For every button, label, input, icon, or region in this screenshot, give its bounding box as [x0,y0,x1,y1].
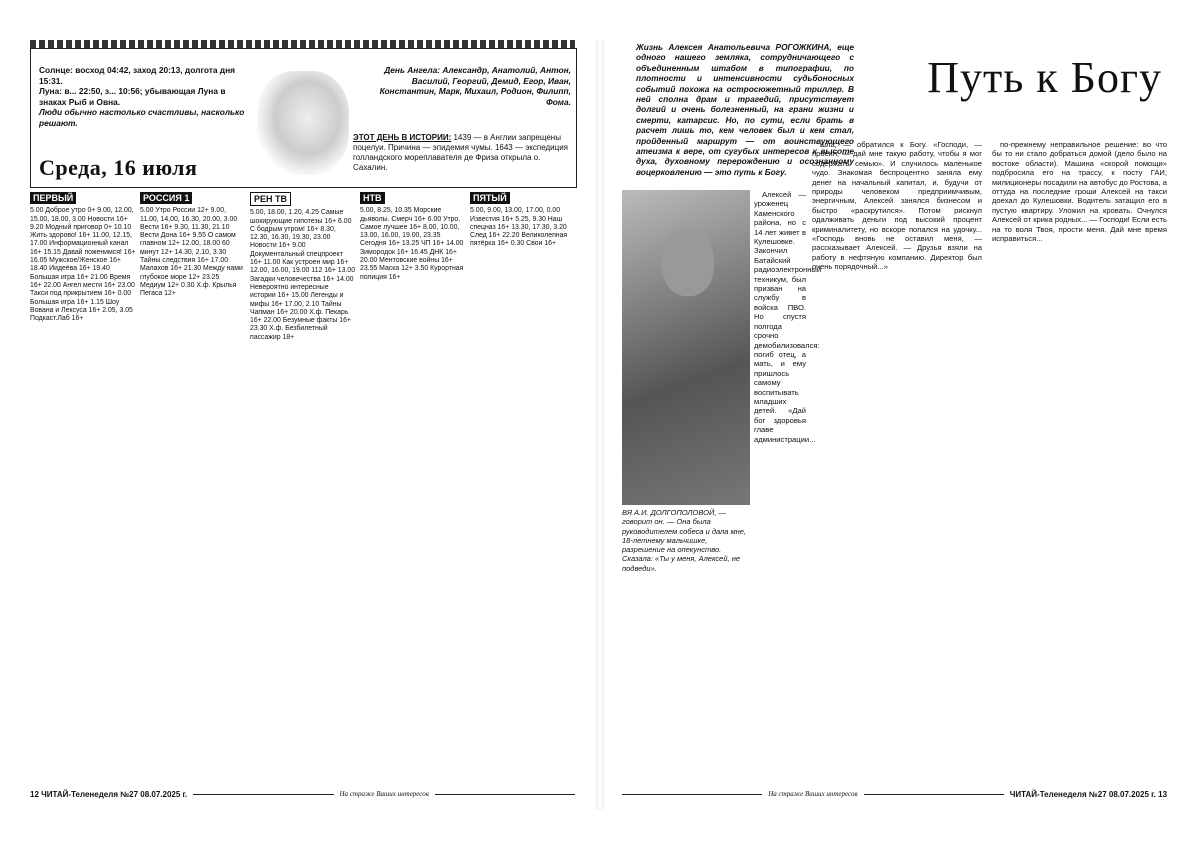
tv-column [470,190,576,785]
page-footer [622,788,1167,800]
footer-rule [435,794,575,795]
channel-logo: ПЕРВЫЙ [30,192,76,204]
article-column [754,190,822,540]
left-page [30,40,580,800]
portrait-photo [622,190,750,505]
photo-caption: ВЯ А.И. ДОЛГОПОЛОВОЙ, — говорит он. — Она была руководителем собеса и дала мне, 18-летнему мальчишке, разрешение на опекунство. Сказала: «Ты у меня, Алексей, не подведи». [622,508,747,573]
channel-logo: ПЯТЫЙ [470,192,510,204]
spine [596,40,604,810]
almanac-header [30,48,577,188]
article-text: Алексей — уроженец Каменского района, но с 14 лет живет в Кулешовке. Закончил Батайский радиоэлектронный техникум, был призван на службу в войска ПВО. Но спустя полгода срочно демобилизовался: погиб отец, а мать, и ему пришлось самому воспитывать младших детей. «Дай бог здоровья главе администрации... [754,190,822,444]
channel-logo: РЕН ТВ [250,192,291,206]
article-column [812,140,982,780]
tv-schedule: 5.00 Утро России 12+ 9.00, 11.00, 14.00, 16.30, 20.00, 3.00 Вести 16+ 9.30, 11.30, 21.10 Вести Дона 16+ 9.55 О самом главном 12+ 12.00, 18.00 60 минут 12+ 14.30, 2.10, 3.30 Тайны следствия 16+ 17.00 Малахов 16+ 21.30 Между нами глубокое море 12+ 23.25 Медиум 12+ 0.30 Х.ф. Крылья Пегаса 12+ [140,207,243,298]
tagline: На страже Ваших интересов [339,790,429,798]
footer-rule [622,794,762,795]
tv-column [140,190,246,785]
tv-column [250,190,356,785]
angel-image [257,71,349,175]
footer-rule [193,794,333,795]
history-block [353,133,571,173]
article-lead: Жизнь Алексея Анатольевича РОГОЖКИНА, еще одного нашего земляка, сотрудничающего с объединенным штабом в типографии, по плотности и интенсивности судьбоносных событий похожа на остросюжетный триллер. В ней сполна драм и трагедий, присутствует долгий и очень болезненный, на грани жизни и смерти, катарсис. Но, по сути, если брать в расчет лишь то, кем человек был и кем стал, пройденный маршрут — от воинствующего атеизма к вере, от сугубых интересов к высоте духа, духовному перерождению и осознанному воцерковлению — это путь к Богу. [636,42,854,177]
sun-line: Солнце: восход 04:42, заход 20:13, долгота дня 15:31. [39,65,236,86]
sun-info [39,65,249,128]
moon-line: Луна: в... 22:50, з... 10:56; убывающая Луна в знаках Рыб и Овна. [39,86,226,107]
right-page [622,40,1172,800]
film-strip-top [30,40,575,48]
channel-logo: НТВ [360,192,385,204]
history-text: 1439 — в Англии запрещены поцелуи. Причина — эпидемия чумы. 1643 — экспедиция голландского мореплавателя де Фриза открыла о. Сахалин. [353,133,568,172]
tv-column [30,190,136,785]
tv-schedule: 5.00, 18.00, 1.20, 4.25 Самые шокирующие гипотезы 16+ 6.00 С бодрым утром! 16+ 8.30, 12.30, 16.30, 19.30, 23.00 Новости 16+ 9.00 Документальный спецпроект 16+ 11.00 Как устроен мир 16+ 12.00, 16.00, 19.00 112 16+ 13.00 Загадки человечества 16+ 14.00 Невероятно интересные истории 16+ 15.00 Легенды и мифы 16+ 17.00, 2.10 Тайны Чапман 16+ 20.00 Х.ф. Пекарь 16+ 22.00 Безумные факты 16+ 23.30 Х.ф. Безбилетный пассажир 18+ [250,209,356,341]
tv-column [360,190,466,785]
tagline: На страже Ваших интересов [768,790,858,798]
quote: Люди обычно настолько счастливы, насколько решают. [39,107,245,128]
footer-rule [864,794,1004,795]
article-text: по-прежнему неправильное решение: во что бы то ни стало добраться домой (дело было на востоке области). Машина «скорой помощи» подбросила его на трассу, к посту ГАИ, милиционеры посадили на автобус до Ростова, а оттуда на последние гроши Алексей на такси доехал до Кулешовки. Водитель затащил его в пустую квартиру. Уложил на кровать. Очнулся Алексей от крика родных... — Господи! Если есть на то воля Твоя, прости меня. Дай мне время исправиться... [992,140,1167,244]
tv-listings [30,190,580,790]
folio: 12 ЧИТАЙ-Теленеделя №27 08.07.2025 г. [30,789,188,799]
day-title: Среда, 16 июля [39,155,198,180]
tv-schedule: 5.00 Доброе утро 0+ 9.00, 12.00, 15.00, 18.00, 3.00 Новости 16+ 9.20 Модный приговор 0+ 10.10 Жить здорово! 16+ 11.00, 12.15, 17.00 Информационный канал 16+ 15.15 Давай поженимся! 16+ 16.05 Мужское/Женское 16+ 18.40 Иидеёва 16+ 19.40 Большая игра 16+ 21.00 Время 16+ 22.00 Ангел мести 16+ 23.00 Такси под прикрытием 16+ 0.00 Большая игра 16+ 1.15 Шоу Вована и Лексуса 16+ 2.05, 3.05 Подкаст.Лаб 16+ [30,207,136,323]
history-title: ЭТОТ ДЕНЬ В ИСТОРИИ: [353,133,452,142]
article-column [992,140,1167,780]
page-footer [30,788,575,800]
folio: ЧИТАЙ-Теленеделя №27 08.07.2025 г. 13 [1009,789,1168,799]
angel-day-names: День Ангела: Александр, Анатолий, Антон, Василий, Георгий, Демид, Егор, Иван, Константин, Марк, Михаил, Родион, Филипп, Фома. [379,65,571,107]
tv-schedule: 5.00, 8.25, 10.35 Морские дьяволы. Смерч 16+ 6.00 Утро. Самое лучшее 16+ 8.00, 10.00, 13.00, 16.00, 19.00, 23.35 Сегодня 16+ 13.25 ЧП 16+ 14.00 Зимородок 16+ 16.45 ДНК 16+ 20.00 Ментовские войны 16+ 23.55 Маска 12+ 3.50 Курортная полиция 16+ [360,207,464,281]
channel-logo: РОССИЯ 1 [140,192,192,204]
tv-schedule: 5.00, 9.00, 13.00, 17.00, 0.00 Известия 16+ 5.25, 9.30 Наш спецназ 16+ 13.30, 17.30, 3.20 След 16+ 22.20 Великолепная пятёрка 16+ 0.30 Свои 16+ [470,207,568,248]
article-title: Путь к Богу [927,53,1162,102]
article-text: шла, — обратился к Богу. «Господи, — просил, — дай мне такую работу, чтобы я мог содержать семью». И случилось маленькое чудо. Знакомая беспроцентно заняла ему денег на начальный капитал, и, будучи от природы человеком предприимчивым, энергичным, Алексей занялся бизнесом и быстро «раскрутился». Потом рискнул одалживать деньги под высокий процент криминалитету, но вскоре попался на удочку... «Господь вновь не оставил меня, — рассказывает Алексей. — Друзья взяли на работу в нефтяную компанию. Директор был очень порядочный...» [812,140,982,272]
